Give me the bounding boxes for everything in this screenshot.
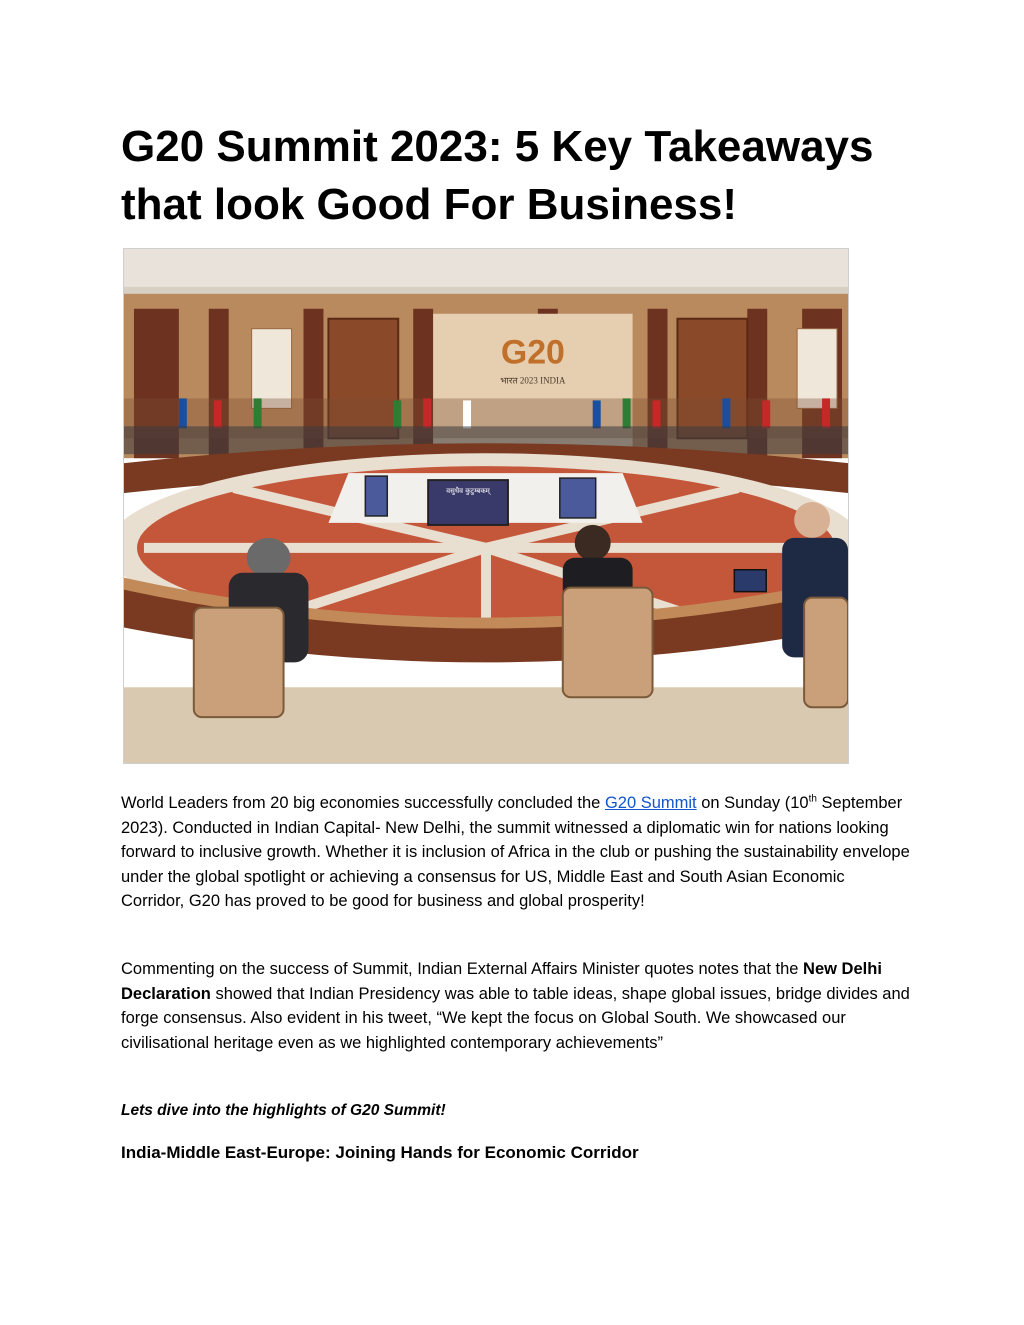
intro-text-date: on Sunday (10	[696, 794, 809, 812]
summit-photo	[123, 248, 849, 764]
article-title: G20 Summit 2023: 5 Key Takeaways that look Good For Business!	[121, 122, 874, 229]
g20-logo-subtitle: भारत 2023 INDIA	[500, 375, 566, 386]
declaration-paragraph	[121, 957, 911, 1055]
g20-summit-link[interactable]: G20 Summit	[604, 794, 697, 812]
intro-text-start: World Leaders from 20 big economies successfully concluded the	[121, 794, 605, 812]
summit-hall-illustration	[124, 249, 848, 763]
section-heading: India-Middle East-Europe: Joining Hands for Economic Corridor	[121, 1143, 639, 1162]
g20-logo-text: G20	[500, 333, 565, 372]
highlights-intro: Lets dive into the highlights of G20 Summit!	[121, 1102, 446, 1119]
declaration-text-rest: showed that Indian Presidency was able to table ideas, shape global issues, bridge divides and forge consensus. Also evident in his tweet, “We kept the focus on Global South. We showcased our civilisational heritage even as we highlighted contemporary achievements”	[121, 984, 910, 1052]
intro-text-rest: September 2023). Conducted in Indian Capital- New Delhi, the summit witnessed a diplomatic win for nations looking forward to inclusive growth. Whether it is inclusion of Africa in the club or pushing the sustainability envelope under the global spotlight or achieving a consensus for US, Middle East and South Asian Economic Corridor, G20 has proved to be good for business and global prosperity!	[121, 794, 910, 910]
intro-paragraph	[121, 791, 911, 914]
declaration-text-start: Commenting on the success of Summit, Indian External Affairs Minister quotes notes that the	[121, 960, 804, 978]
screen-text: वसुधैव कुटुम्बकम्	[446, 487, 490, 496]
date-superscript: th	[808, 793, 817, 805]
new-delhi-declaration-bold: New Delhi Declaration	[121, 960, 882, 1003]
